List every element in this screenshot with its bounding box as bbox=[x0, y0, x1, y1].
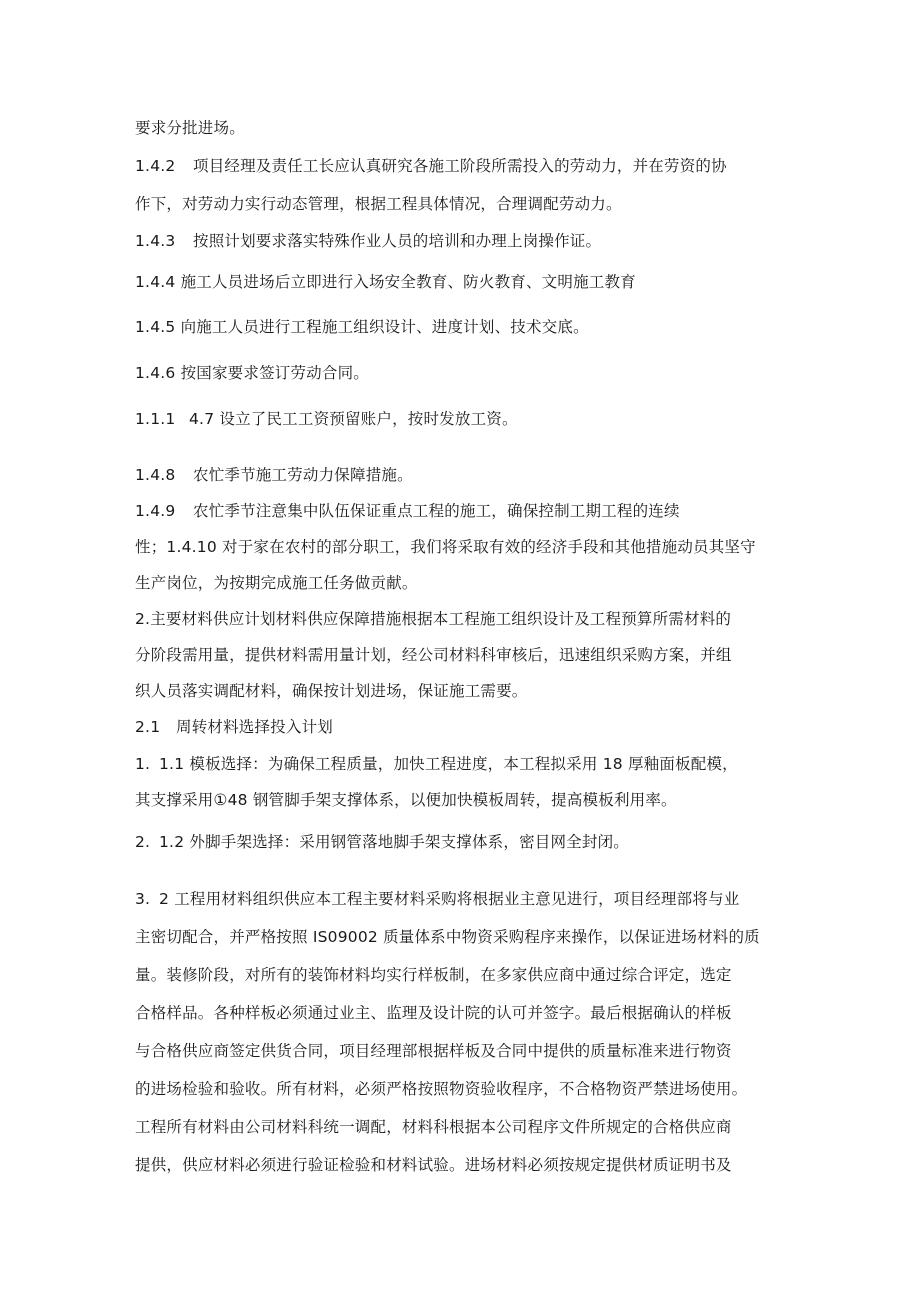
paragraph-line bbox=[135, 1117, 732, 1137]
list-number: 3. bbox=[135, 890, 151, 908]
line-text: 性；1.4.10 对于家在农村的部分职工，我们将采取有效的经济手段和其他措施动员其坚守 bbox=[135, 538, 756, 556]
line-text: 其支撑采用①48 钢管脚手架支撑体系，以便加快模板周转，提高模板利用率。 bbox=[135, 791, 677, 809]
paragraph-line bbox=[135, 717, 333, 737]
paragraph-line bbox=[135, 231, 601, 251]
line-text: 农忙季节注意集中队伍保证重点工程的施工，确保控制工期工程的连续 bbox=[193, 502, 680, 520]
paragraph-line bbox=[135, 272, 636, 292]
section-number: 1.1.1 bbox=[135, 410, 176, 428]
line-text: 项目经理及责任工长应认真研究各施工阶段所需投入的劳动力，并在劳资的协 bbox=[193, 157, 727, 175]
list-number: 2. bbox=[135, 833, 151, 851]
line-text: 1.4.5 向施工人员进行工程施工组织设计、进度计划、技术交底。 bbox=[135, 318, 589, 336]
paragraph-line bbox=[135, 156, 727, 176]
paragraph-line bbox=[135, 537, 756, 557]
paragraph-line bbox=[135, 1003, 732, 1023]
line-text: 1.2 外脚手架选择：采用钢管落地脚手架支撑体系，密目网全封闭。 bbox=[159, 833, 629, 851]
line-text: 按照计划要求落实特殊作业人员的培训和办理上岗操作证。 bbox=[193, 232, 602, 250]
line-text: 1.4.4 施工人员进场后立即进行入场安全教育、防火教育、文明施工教育 bbox=[135, 273, 636, 291]
line-text: 4.7 设立了民工工资预留账户，按时发放工资。 bbox=[189, 410, 518, 428]
paragraph-line bbox=[135, 1041, 732, 1061]
paragraph-line bbox=[135, 409, 518, 429]
line-text: 作下，对劳动力实行动态管理，根据工程具体情况，合理调配劳动力。 bbox=[135, 195, 622, 213]
section-number: 1.4.9 bbox=[135, 502, 176, 520]
line-text: 1.1 模板选择：为确保工程质量，加快工程进度，本工程拟采用 18 厚釉面板配模， bbox=[159, 755, 738, 773]
line-text: 主密切配合，并严格按照 IS09002 质量体系中物资采购程序来操作，以保证进场材料的质 bbox=[135, 928, 760, 946]
section-number: 2.1 bbox=[135, 718, 161, 736]
paragraph-line bbox=[135, 754, 738, 774]
paragraph-line bbox=[135, 317, 589, 337]
section-number: 1.4.3 bbox=[135, 232, 176, 250]
line-text: 提供，供应材料必须进行验证检验和材料试验。进场材料必须按规定提供材质证明书及 bbox=[135, 1156, 732, 1174]
line-text: 的进场检验和验收。所有材料，必须严格按照物资验收程序，不合格物资严禁进场使用。 bbox=[135, 1080, 748, 1098]
paragraph-line bbox=[135, 681, 528, 701]
paragraph-line bbox=[135, 573, 418, 593]
line-text: 要求分批进场。 bbox=[135, 119, 245, 137]
list-number: 1. bbox=[135, 755, 151, 773]
paragraph-line bbox=[135, 965, 732, 985]
paragraph-line bbox=[135, 927, 760, 947]
line-text: 2 工程用材料组织供应本工程主要材料采购将根据业主意见进行，项目经理部将与业 bbox=[159, 890, 740, 908]
paragraph-line bbox=[135, 363, 369, 383]
line-text: 工程所有材料由公司材料科统一调配，材料科根据本公司程序文件所规定的合格供应商 bbox=[135, 1118, 732, 1136]
line-text: 农忙季节施工劳动力保障措施。 bbox=[193, 466, 413, 484]
paragraph-line bbox=[135, 790, 677, 810]
paragraph-line bbox=[135, 194, 622, 214]
line-text: 量。装修阶段，对所有的装饰材料均实行样板制，在多家供应商中通过综合评定，选定 bbox=[135, 966, 732, 984]
paragraph-line bbox=[135, 609, 731, 629]
line-text: 分阶段需用量，提供材料需用量计划，经公司材料科审核后，迅速组织采购方案，并组 bbox=[135, 646, 732, 664]
paragraph-line bbox=[135, 465, 413, 485]
paragraph-line bbox=[135, 832, 629, 852]
line-text: 生产岗位，为按期完成施工任务做贡献。 bbox=[135, 574, 418, 592]
line-text: 合格样品。各种样板必须通过业主、监理及设计院的认可并签字。最后根据确认的样板 bbox=[135, 1004, 732, 1022]
paragraph-line bbox=[135, 1079, 747, 1099]
paragraph-line bbox=[135, 645, 732, 665]
line-text: 2.主要材料供应计划材料供应保障措施根据本工程施工组织设计及工程预算所需材料的 bbox=[135, 610, 732, 628]
paragraph-line bbox=[135, 889, 739, 909]
section-number: 1.4.2 bbox=[135, 157, 176, 175]
line-text: 织人员落实调配材料，确保按计划进场，保证施工需要。 bbox=[135, 682, 528, 700]
section-number: 1.4.8 bbox=[135, 466, 176, 484]
line-text: 与合格供应商签定供货合同，项目经理部根据样板及合同中提供的质量标准来进行物资 bbox=[135, 1042, 732, 1060]
line-text: 1.4.6 按国家要求签订劳动合同。 bbox=[135, 364, 369, 382]
line-text: 周转材料选择投入计划 bbox=[176, 718, 334, 736]
paragraph-line bbox=[135, 1155, 732, 1175]
paragraph-line bbox=[135, 118, 245, 138]
paragraph-line bbox=[135, 501, 680, 521]
